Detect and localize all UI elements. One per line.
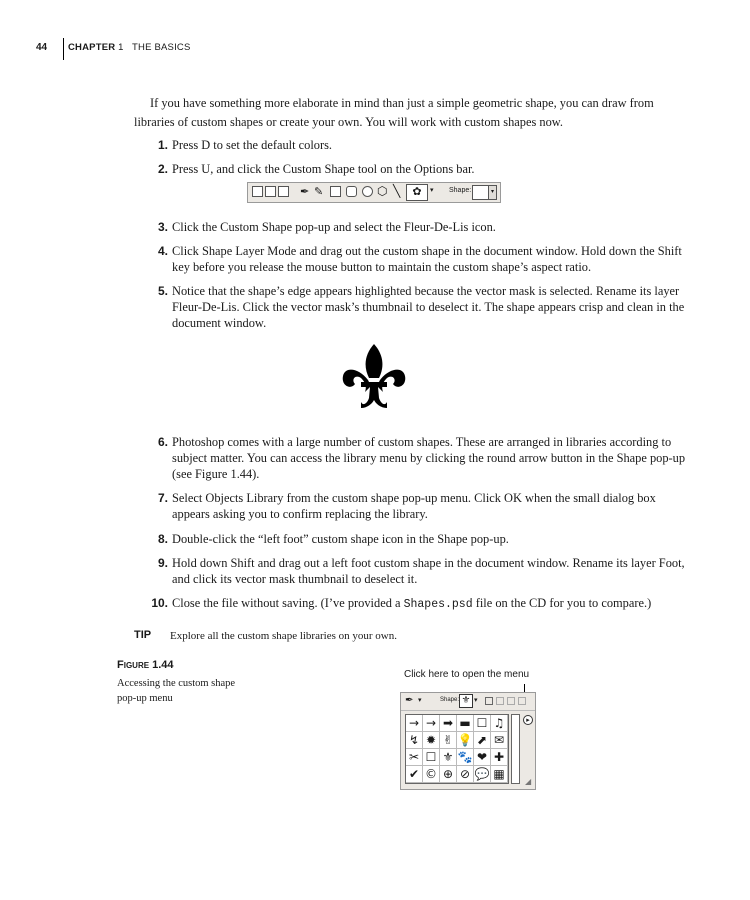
chevron-down-icon: ▾	[418, 696, 422, 704]
step-number: 1.	[157, 138, 168, 152]
step-number: 7.	[157, 491, 168, 505]
figure-number: Figure 1.44	[117, 659, 174, 671]
polygon-tool-icon: ⬡	[377, 184, 388, 198]
step-text: Hold down Shift and drag out a left foot custom shape in the document window. Rename its layer Foot, and click its vector mask thumbnail to deselect it.	[172, 556, 685, 586]
shape-cell[interactable]: ⬈	[474, 732, 491, 749]
step-text: Click the Custom Shape pop-up and select the Fleur-De-Lis icon.	[172, 220, 496, 234]
shape-cell[interactable]: ➡	[440, 715, 457, 732]
step-text: Notice that the shape’s edge appears highlighted because the vector mask is selected. Rename its layer Fleur-De-Lis. Click the vector mask’s thumbnail to deselect it. The shape appears crisp and clean in the document window.	[172, 284, 685, 330]
step-text: Double-click the “left foot” custom shape icon in the Shape pop-up.	[172, 532, 509, 546]
step-number: 2.	[157, 162, 168, 176]
mode-icon	[518, 697, 526, 705]
library-menu-arrow-icon[interactable]: ▸	[523, 715, 533, 725]
shape-cell[interactable]: 🐾	[457, 750, 473, 764]
header-divider	[63, 38, 64, 60]
shape-cell[interactable]: ❤	[474, 749, 491, 766]
step-number: 10.	[151, 596, 168, 610]
pen-icon: ✒	[405, 695, 414, 706]
page-number: 44	[36, 42, 48, 53]
tip-text: Explore all the custom shape libraries on your own.	[170, 630, 397, 642]
shape-cell[interactable]: ✌	[440, 732, 457, 749]
mode-icon	[485, 697, 493, 705]
shape-label: Shape:	[449, 187, 472, 194]
shape-grid	[405, 714, 509, 784]
step-number: 5.	[157, 284, 168, 298]
shape-cell[interactable]: →	[406, 715, 423, 732]
shape-cell[interactable]: ✂	[406, 749, 423, 766]
shape-cell[interactable]: 💡	[457, 733, 473, 747]
custom-shape-tool-icon: ✿	[406, 184, 428, 201]
mode-icon	[507, 697, 515, 705]
fleur-de-lis-icon	[341, 342, 407, 410]
step-text: Click Shape Layer Mode and drag out the custom shape in the document window. Hold down the Shift key before you release the mouse button to maintain the custom shape’s aspect ratio.	[172, 244, 682, 274]
shape-preview-swatch: ⚜	[459, 694, 473, 708]
shape-cell[interactable]: ♫	[491, 715, 508, 732]
chapter-number: 1	[118, 42, 124, 53]
chapter-title: THE BASICS	[132, 42, 191, 53]
line-tool-icon: ╲	[393, 184, 401, 198]
step-text: Photoshop comes with a large number of custom shapes. These are arranged in libraries according to subject matter. You can access the library menu by clicking the round arrow button in the Shape pop-up (see Figure 1.44).	[172, 435, 686, 481]
shape-cell[interactable]: ⚜	[440, 749, 457, 766]
step-text-part: Close the file without saving. (I’ve provided a	[172, 596, 404, 610]
shape-cell[interactable]: 💬	[474, 767, 490, 781]
shape-cell[interactable]: ▦	[491, 766, 508, 783]
ellipse-tool-icon	[362, 186, 373, 197]
rounded-rectangle-icon	[346, 186, 357, 197]
figure-callout: Click here to open the menu	[404, 669, 530, 680]
shape-popup-screenshot	[400, 692, 536, 790]
pen-icon: ✒	[300, 186, 310, 198]
shape-cell[interactable]: ↯	[406, 732, 423, 749]
chevron-down-icon: ▾	[430, 186, 434, 194]
step-number: 4.	[157, 244, 168, 258]
fill-pixels-icon	[278, 186, 289, 197]
step-number: 9.	[157, 556, 168, 570]
shape-cell[interactable]: ✔	[406, 766, 423, 783]
step-text: Press D to set the default colors.	[172, 138, 333, 152]
shape-cell[interactable]: ⊕	[440, 766, 457, 783]
shape-cell[interactable]: →	[423, 715, 440, 732]
shape-cell[interactable]: ▬	[457, 715, 474, 732]
popup-scrollbar[interactable]	[511, 714, 520, 784]
paths-icon	[265, 186, 276, 197]
intro-paragraph: If you have something more elaborate in mind than just a simple geometric shape, you can draw from libraries of custom shapes or create your own. You will work with custom shapes now.	[134, 96, 654, 129]
resize-grip-icon[interactable]: ◢	[525, 777, 532, 786]
shape-cell[interactable]: ✹	[423, 732, 440, 749]
chevron-down-icon: ▾	[488, 185, 497, 200]
step-text	[172, 595, 688, 613]
shape-cell[interactable]: ⊘	[457, 766, 474, 783]
freeform-pen-icon: ✎	[314, 186, 324, 198]
chapter-label: CHAPTER	[68, 42, 116, 53]
mode-icon	[496, 697, 504, 705]
shape-cell[interactable]: ✚	[491, 749, 508, 766]
step-number: 8.	[157, 532, 168, 546]
step-number: 3.	[157, 220, 168, 234]
step-text: Select Objects Library from the custom shape pop-up menu. Click OK when the small dialog box appears asking you to confirm replacing the library.	[172, 491, 656, 521]
popup-toolbar	[401, 693, 535, 711]
shape-cell[interactable]: ☐	[423, 749, 440, 766]
figure-caption: Accessing the custom shape pop-up menu	[117, 678, 236, 704]
shape-cell[interactable]: ✉	[491, 732, 508, 749]
rectangle-tool-icon	[330, 186, 341, 197]
shape-cell[interactable]: ©	[423, 766, 440, 783]
shape-label: Shape:	[440, 697, 460, 703]
shape-preview-swatch	[472, 185, 489, 200]
chevron-down-icon: ▾	[474, 696, 478, 704]
shape-layers-icon	[252, 186, 263, 197]
tip-label: TIP	[134, 629, 152, 641]
step-text-part: file on the CD for you to compare.)	[472, 596, 652, 610]
running-header	[68, 42, 191, 53]
options-bar-screenshot	[247, 182, 501, 203]
step-number: 6.	[157, 435, 168, 449]
filename-code: Shapes.psd	[403, 598, 473, 611]
shape-cell[interactable]: ☐	[474, 715, 491, 732]
step-text: Press U, and click the Custom Shape tool on the Options bar.	[172, 162, 475, 176]
